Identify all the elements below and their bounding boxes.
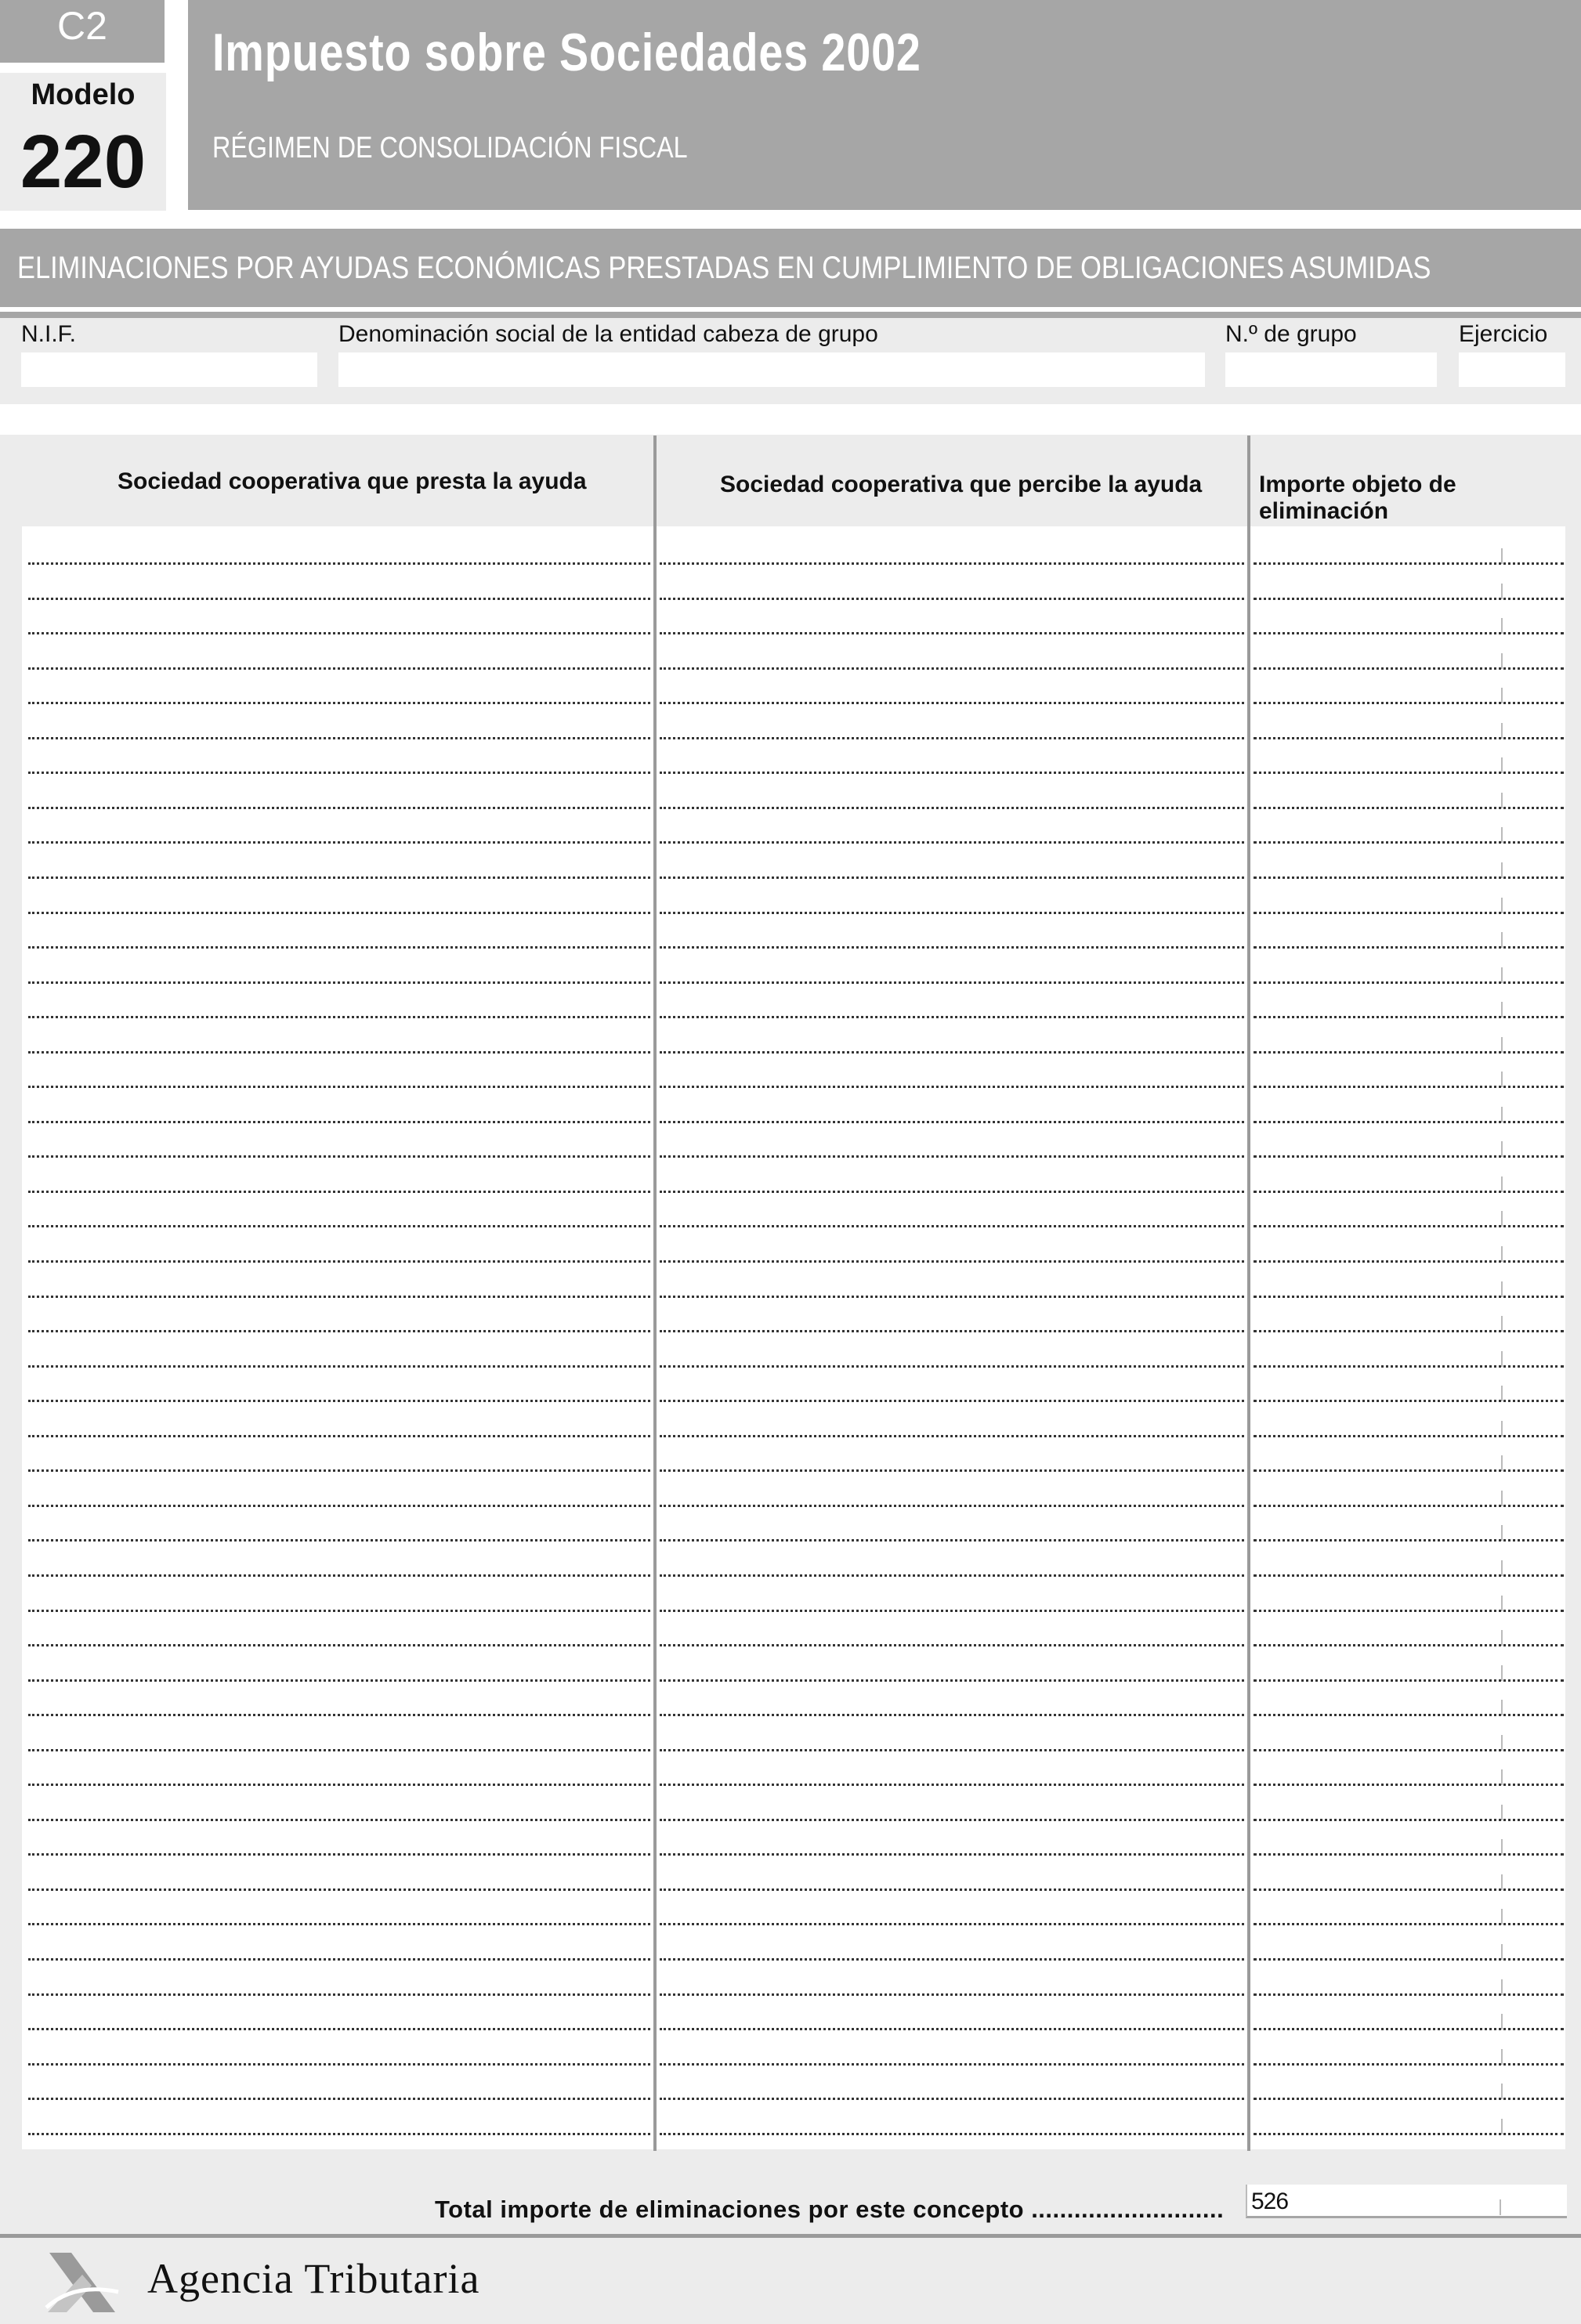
sociedad-cell[interactable] <box>660 1888 1244 1891</box>
importe-cell[interactable] <box>1254 981 1564 984</box>
sociedad-cell[interactable] <box>660 1853 1244 1856</box>
importe-cell[interactable] <box>1254 1086 1564 1088</box>
importe-cell[interactable] <box>1254 1435 1564 1437</box>
sociedad-cell[interactable] <box>28 2133 650 2135</box>
sociedad-cell[interactable] <box>660 1958 1244 1961</box>
importe-cell[interactable] <box>1254 1155 1564 1158</box>
sociedad-cell[interactable] <box>28 1784 650 1786</box>
importe-cell[interactable] <box>1254 2098 1564 2100</box>
sociedad-cell[interactable] <box>28 737 650 739</box>
decimal-tick <box>1501 1316 1503 1332</box>
sociedad-cell[interactable] <box>28 1888 650 1891</box>
modelo-label: Modelo <box>31 78 136 111</box>
importe-cell[interactable] <box>1254 1679 1564 1682</box>
importe-cell[interactable] <box>1254 1714 1564 1716</box>
importe-cell[interactable] <box>1254 1051 1564 1054</box>
decimal-tick <box>1501 1979 1503 1995</box>
sociedad-cell[interactable] <box>28 1400 650 1402</box>
sociedad-cell[interactable] <box>660 1749 1244 1751</box>
sociedad-cell[interactable] <box>28 946 650 949</box>
total-field[interactable] <box>1246 2185 1567 2218</box>
grupo-label: N.º de grupo <box>1225 321 1357 347</box>
importe-cell[interactable] <box>1254 1819 1564 1821</box>
sociedad-cell[interactable] <box>660 841 1244 844</box>
ejercicio-label: Ejercicio <box>1459 321 1548 347</box>
agency-name: Agencia Tributaria <box>147 2255 480 2302</box>
decimal-tick <box>1501 1246 1503 1262</box>
sociedad-cell[interactable] <box>28 1016 650 1018</box>
sociedad-cell[interactable] <box>28 1958 650 1961</box>
importe-cell[interactable] <box>1254 1958 1564 1961</box>
sociedad-cell[interactable] <box>660 2063 1244 2066</box>
sociedad-cell[interactable] <box>660 598 1244 600</box>
sociedad-cell[interactable] <box>660 1574 1244 1577</box>
importe-cell[interactable] <box>1254 841 1564 844</box>
importe-cell[interactable] <box>1254 1469 1564 1472</box>
decimal-tick <box>1501 1630 1503 1646</box>
sociedad-cell[interactable] <box>28 1714 650 1716</box>
column-divider <box>1247 436 1250 2151</box>
importe-cell[interactable] <box>1254 772 1564 774</box>
agency-logo-icon <box>43 2251 121 2314</box>
importe-cell[interactable] <box>1254 702 1564 704</box>
ejercicio-field[interactable] <box>1459 352 1565 387</box>
sociedad-cell[interactable] <box>28 1469 650 1472</box>
importe-cell[interactable] <box>1254 1365 1564 1368</box>
decimal-tick <box>1501 1386 1503 1401</box>
decimal-tick <box>1501 1769 1503 1785</box>
sociedad-cell[interactable] <box>28 1853 650 1856</box>
importe-cell[interactable] <box>1254 2028 1564 2030</box>
decimal-tick <box>1501 757 1503 773</box>
sociedad-cell[interactable] <box>660 562 1244 565</box>
sociedad-cell[interactable] <box>28 2063 650 2066</box>
importe-cell[interactable] <box>1254 807 1564 809</box>
sociedad-cell[interactable] <box>660 1155 1244 1158</box>
sociedad-cell[interactable] <box>28 1610 650 1612</box>
sociedad-cell[interactable] <box>660 981 1244 984</box>
sociedad-cell[interactable] <box>28 772 650 774</box>
importe-cell[interactable] <box>1254 1016 1564 1018</box>
sociedad-cell[interactable] <box>28 807 650 809</box>
sociedad-cell[interactable] <box>28 841 650 844</box>
importe-cell[interactable] <box>1254 598 1564 600</box>
sociedad-cell[interactable] <box>28 1191 650 1193</box>
sociedad-cell[interactable] <box>660 1225 1244 1227</box>
sociedad-cell[interactable] <box>660 2098 1244 2100</box>
importe-cell[interactable] <box>1254 1853 1564 1856</box>
importe-cell[interactable] <box>1254 1888 1564 1891</box>
decimal-tick <box>1501 932 1503 948</box>
decimal-tick <box>1501 1281 1503 1297</box>
importe-cell[interactable] <box>1254 1610 1564 1612</box>
modelo-number: 220 <box>20 120 147 204</box>
importe-cell[interactable] <box>1254 2063 1564 2066</box>
decimal-tick <box>1501 967 1503 983</box>
sociedad-cell[interactable] <box>28 1086 650 1088</box>
decimal-tick <box>1501 1176 1503 1192</box>
sociedad-cell[interactable] <box>28 1365 650 1368</box>
importe-cell[interactable] <box>1254 1993 1564 1996</box>
importe-cell[interactable] <box>1254 1505 1564 1507</box>
sociedad-cell[interactable] <box>28 1051 650 1054</box>
sociedad-cell[interactable] <box>28 1435 650 1437</box>
decimal-tick <box>1501 1037 1503 1053</box>
sociedad-cell[interactable] <box>28 632 650 634</box>
nif-label: N.I.F. <box>21 321 77 347</box>
decimal-tick <box>1501 723 1503 739</box>
decimal-tick <box>1501 1141 1503 1157</box>
denominacion-field[interactable] <box>338 352 1205 387</box>
page-subtitle: RÉGIMEN DE CONSOLIDACIÓN FISCAL <box>212 132 688 164</box>
sociedad-cell[interactable] <box>660 1505 1244 1507</box>
sociedad-cell[interactable] <box>660 946 1244 949</box>
sociedad-cell[interactable] <box>660 1435 1244 1437</box>
importe-cell[interactable] <box>1254 876 1564 879</box>
decimal-tick <box>1501 1560 1503 1576</box>
denominacion-label: Denominación social de la entidad cabeza de grupo <box>338 321 878 347</box>
decimal-tick <box>1501 1596 1503 1611</box>
sociedad-cell[interactable] <box>28 1923 650 1925</box>
sociedad-cell[interactable] <box>660 1610 1244 1612</box>
decimal-tick <box>1501 1421 1503 1437</box>
sociedad-cell[interactable] <box>660 2133 1244 2135</box>
sociedad-cell[interactable] <box>660 702 1244 704</box>
sociedad-cell[interactable] <box>28 2028 650 2030</box>
sociedad-cell[interactable] <box>660 1714 1244 1716</box>
sociedad-cell[interactable] <box>28 876 650 879</box>
decimal-tick <box>1500 2199 1501 2215</box>
sociedad-cell[interactable] <box>28 1644 650 1646</box>
importe-cell[interactable] <box>1254 667 1564 670</box>
decimal-tick <box>1501 1839 1503 1855</box>
sociedad-cell[interactable] <box>660 1469 1244 1472</box>
importe-cell[interactable] <box>1254 632 1564 634</box>
sociedad-cell[interactable] <box>28 1679 650 1682</box>
form-code: C2 <box>57 4 107 48</box>
decimal-tick <box>1501 618 1503 634</box>
sociedad-cell[interactable] <box>28 1749 650 1751</box>
decimal-tick <box>1501 2049 1503 2065</box>
sociedad-cell[interactable] <box>660 1016 1244 1018</box>
column-divider <box>653 436 657 2151</box>
sociedad-cell[interactable] <box>660 1086 1244 1088</box>
decimal-tick <box>1501 688 1503 703</box>
total-box-code: 526 <box>1251 2188 1289 2214</box>
column-header-importe: Importe objeto de eliminación <box>1259 472 1456 524</box>
sociedad-cell[interactable] <box>660 1400 1244 1402</box>
decimal-tick <box>1501 1351 1503 1367</box>
importe-cell[interactable] <box>1254 2133 1564 2135</box>
decimal-tick <box>1501 1909 1503 1925</box>
sociedad-cell[interactable] <box>28 1993 650 1996</box>
sociedad-cell[interactable] <box>660 2028 1244 2030</box>
decimal-tick <box>1501 1455 1503 1471</box>
sociedad-cell[interactable] <box>28 2098 650 2100</box>
sociedad-cell[interactable] <box>660 1923 1244 1925</box>
decimal-tick <box>1501 653 1503 669</box>
sociedad-cell[interactable] <box>660 1819 1244 1821</box>
decimal-tick <box>1501 584 1503 599</box>
sociedad-cell[interactable] <box>660 1260 1244 1263</box>
sociedad-cell[interactable] <box>660 1365 1244 1368</box>
sociedad-cell[interactable] <box>28 562 650 565</box>
decimal-tick <box>1501 1491 1503 1506</box>
sociedad-cell[interactable] <box>28 667 650 670</box>
sociedad-cell[interactable] <box>660 1539 1244 1542</box>
column-header-percibe: Sociedad cooperativa que percibe la ayuda <box>720 472 1203 497</box>
importe-cell[interactable] <box>1254 1330 1564 1332</box>
sociedad-cell[interactable] <box>28 1260 650 1263</box>
total-label: Total importe de eliminaciones por este concepto ........................... <box>435 2196 1225 2223</box>
decimal-tick <box>1501 793 1503 808</box>
decimal-tick <box>1501 1002 1503 1017</box>
sociedad-cell[interactable] <box>28 1539 650 1542</box>
nif-field[interactable] <box>21 352 317 387</box>
sociedad-cell[interactable] <box>28 1819 650 1821</box>
importe-cell[interactable] <box>1254 1644 1564 1646</box>
importe-cell[interactable] <box>1254 562 1564 565</box>
column-header-presta: Sociedad cooperativa que presta la ayuda <box>118 468 587 494</box>
sociedad-cell[interactable] <box>660 912 1244 914</box>
sociedad-cell[interactable] <box>28 981 650 984</box>
grupo-field[interactable] <box>1225 352 1437 387</box>
sociedad-cell[interactable] <box>28 912 650 914</box>
table-body <box>22 526 1565 2149</box>
importe-cell[interactable] <box>1254 912 1564 914</box>
decimal-tick <box>1501 1665 1503 1681</box>
sociedad-cell[interactable] <box>660 667 1244 670</box>
importe-cell[interactable] <box>1254 946 1564 949</box>
section-title: ELIMINACIONES POR AYUDAS ECONÓMICAS PRESTADAS EN CUMPLIMIENTO DE OBLIGACIONES ASUMIDAS <box>17 251 1431 285</box>
decimal-tick <box>1501 1072 1503 1087</box>
importe-cell[interactable] <box>1254 1191 1564 1193</box>
sociedad-cell[interactable] <box>660 1051 1244 1054</box>
sociedad-cell[interactable] <box>660 1191 1244 1193</box>
decimal-tick <box>1501 862 1503 878</box>
page-title: Impuesto sobre Sociedades 2002 <box>212 23 921 82</box>
importe-cell[interactable] <box>1254 1400 1564 1402</box>
importe-cell[interactable] <box>1254 1225 1564 1227</box>
sociedad-cell[interactable] <box>28 1296 650 1298</box>
importe-cell[interactable] <box>1254 1121 1564 1123</box>
sociedad-cell[interactable] <box>28 1574 650 1577</box>
sociedad-cell[interactable] <box>660 737 1244 739</box>
decimal-tick <box>1501 1700 1503 1715</box>
importe-cell[interactable] <box>1254 1296 1564 1298</box>
importe-cell[interactable] <box>1254 1784 1564 1786</box>
sociedad-cell[interactable] <box>28 1121 650 1123</box>
decimal-tick <box>1501 1211 1503 1227</box>
decimal-tick <box>1501 548 1503 564</box>
importe-cell[interactable] <box>1254 1539 1564 1542</box>
sociedad-cell[interactable] <box>660 1679 1244 1682</box>
sociedad-cell[interactable] <box>28 1225 650 1227</box>
sociedad-cell[interactable] <box>660 1784 1244 1786</box>
decimal-tick <box>1501 2014 1503 2029</box>
sociedad-cell[interactable] <box>660 772 1244 774</box>
decimal-tick <box>1501 1107 1503 1122</box>
sociedad-cell[interactable] <box>660 876 1244 879</box>
decimal-tick <box>1501 827 1503 843</box>
decimal-tick <box>1501 1525 1503 1541</box>
decimal-tick <box>1501 2084 1503 2099</box>
decimal-tick <box>1501 1944 1503 1960</box>
decimal-tick <box>1501 898 1503 913</box>
sociedad-cell[interactable] <box>28 702 650 704</box>
decimal-tick <box>1501 1874 1503 1890</box>
sociedad-cell[interactable] <box>660 1296 1244 1298</box>
importe-cell[interactable] <box>1254 737 1564 739</box>
sociedad-cell[interactable] <box>28 1330 650 1332</box>
decimal-tick <box>1501 2119 1503 2134</box>
importe-cell[interactable] <box>1254 1749 1564 1751</box>
sociedad-cell[interactable] <box>660 1121 1244 1123</box>
importe-cell[interactable] <box>1254 1260 1564 1263</box>
sociedad-cell[interactable] <box>660 1993 1244 1996</box>
banner-divider <box>0 312 1581 318</box>
importe-cell[interactable] <box>1254 1574 1564 1577</box>
decimal-tick <box>1501 1805 1503 1820</box>
importe-cell[interactable] <box>1254 1923 1564 1925</box>
sociedad-cell[interactable] <box>28 1155 650 1158</box>
sociedad-cell[interactable] <box>660 807 1244 809</box>
sociedad-cell[interactable] <box>28 1505 650 1507</box>
sociedad-cell[interactable] <box>28 598 650 600</box>
sociedad-cell[interactable] <box>660 1330 1244 1332</box>
decimal-tick <box>1501 1735 1503 1751</box>
sociedad-cell[interactable] <box>660 632 1244 634</box>
sociedad-cell[interactable] <box>660 1644 1244 1646</box>
